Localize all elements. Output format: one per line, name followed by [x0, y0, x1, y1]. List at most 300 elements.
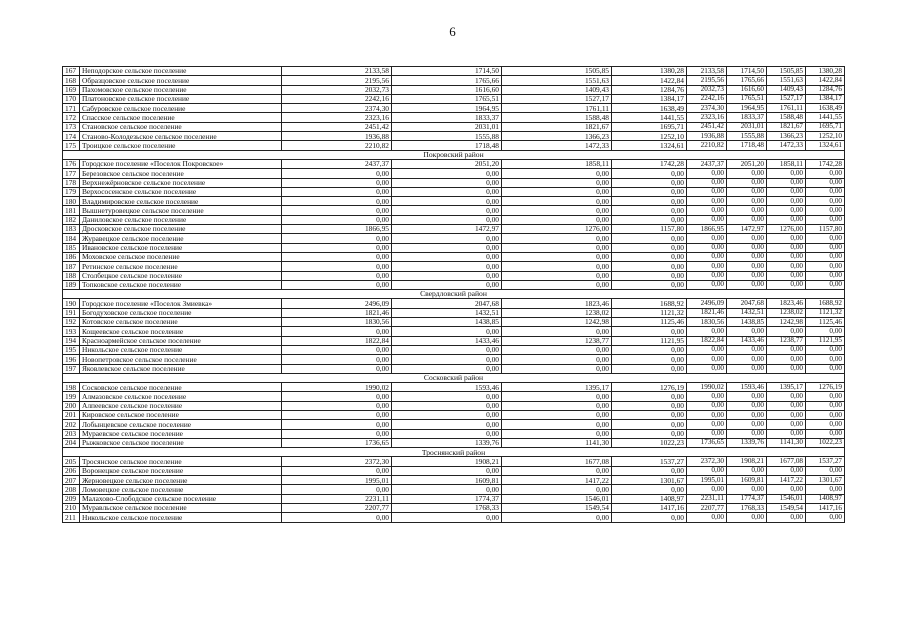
- row-number: 211: [63, 513, 80, 522]
- value-col-5: 0,00: [687, 234, 727, 243]
- value-col-4: 1408,97: [612, 494, 687, 503]
- value-col-8: 1408,97: [806, 494, 845, 503]
- value-col-8: 0,00: [806, 420, 845, 429]
- value-col-2: 0,00: [392, 327, 502, 336]
- row-number: 200: [63, 401, 80, 410]
- value-col-2: 2047,68: [392, 299, 502, 308]
- value-col-3: 1238,02: [502, 308, 612, 317]
- value-col-8: 1324,61: [806, 141, 845, 150]
- settlement-name: Богодуховское сельское поселение: [80, 308, 282, 317]
- value-col-8: 1125,46: [806, 318, 845, 327]
- value-col-2: 0,00: [392, 401, 502, 410]
- table-row: [63, 503, 845, 512]
- value-col-7: 0,00: [767, 345, 806, 354]
- value-col-7: 1549,54: [767, 503, 806, 512]
- value-col-5: 0,00: [687, 262, 727, 271]
- row-number: 196: [63, 355, 80, 364]
- value-col-4: 1276,19: [612, 383, 687, 392]
- row-number: 168: [63, 76, 80, 85]
- value-col-6: 0,00: [727, 485, 767, 494]
- value-col-1: 2210,82: [282, 141, 392, 150]
- value-col-3: 0,00: [502, 401, 612, 410]
- value-col-8: 0,00: [806, 466, 845, 475]
- value-col-3: 1409,43: [502, 85, 612, 94]
- value-col-7: 1395,17: [767, 383, 806, 392]
- value-col-1: 1995,01: [282, 476, 392, 485]
- table-row: [63, 355, 845, 364]
- value-col-5: 2242,16: [687, 94, 727, 103]
- value-col-6: 0,00: [727, 429, 767, 438]
- settlement-name: Дросковское сельское поселение: [80, 225, 282, 234]
- value-col-5: 2437,37: [687, 159, 727, 168]
- value-col-4: 0,00: [612, 485, 687, 494]
- value-col-6: 0,00: [727, 466, 767, 475]
- value-col-6: 0,00: [727, 392, 767, 401]
- value-col-6: 0,00: [727, 243, 767, 252]
- row-number: 210: [63, 503, 80, 512]
- value-col-2: 1833,37: [392, 113, 502, 122]
- value-col-4: 1638,49: [612, 104, 687, 113]
- row-number: 181: [63, 206, 80, 215]
- row-number: 195: [63, 345, 80, 354]
- value-col-2: 0,00: [392, 513, 502, 522]
- settlement-name: Спасское сельское поселение: [80, 113, 282, 122]
- value-col-8: 0,00: [806, 271, 845, 280]
- value-col-8: 0,00: [806, 197, 845, 206]
- value-col-8: 1284,76: [806, 85, 845, 94]
- value-col-2: 0,00: [392, 280, 502, 289]
- value-col-3: 1551,63: [502, 76, 612, 85]
- value-col-1: 2207,77: [282, 503, 392, 512]
- value-col-1: 2372,30: [282, 457, 392, 466]
- settlement-name: Красноармейское сельское поселение: [80, 336, 282, 345]
- row-number: 183: [63, 225, 80, 234]
- value-col-6: 1432,51: [727, 308, 767, 317]
- value-col-7: 1141,30: [767, 438, 806, 447]
- settlement-name: Журавецкое сельское поселение: [80, 234, 282, 243]
- settlement-name: Столбецкое сельское поселение: [80, 271, 282, 280]
- value-col-6: 0,00: [727, 169, 767, 178]
- value-col-6: 0,00: [727, 252, 767, 261]
- value-col-1: 2195,56: [282, 76, 392, 85]
- district-header-row: [63, 290, 845, 299]
- row-number: 176: [63, 159, 80, 168]
- value-col-2: 1964,95: [392, 104, 502, 113]
- value-col-6: 1908,21: [727, 457, 767, 466]
- table-row: [63, 67, 845, 76]
- value-col-2: 1718,48: [392, 141, 502, 150]
- value-col-4: 1022,23: [612, 438, 687, 447]
- value-col-2: 1555,88: [392, 132, 502, 141]
- row-number: 192: [63, 318, 80, 327]
- settlement-name: Топковское сельское поселение: [80, 280, 282, 289]
- value-col-7: 1821,67: [767, 122, 806, 131]
- settlement-name: Троицкое сельское поселение: [80, 141, 282, 150]
- table-row: [63, 392, 845, 401]
- value-col-7: 1238,77: [767, 336, 806, 345]
- value-col-1: 2496,09: [282, 299, 392, 308]
- value-col-2: 1774,37: [392, 494, 502, 503]
- value-col-2: 1438,85: [392, 318, 502, 327]
- row-number: 171: [63, 104, 80, 113]
- row-number: 184: [63, 234, 80, 243]
- value-col-7: 1761,11: [767, 104, 806, 113]
- value-col-3: 1549,54: [502, 503, 612, 512]
- value-col-2: 2031,01: [392, 122, 502, 131]
- value-col-6: 0,00: [727, 187, 767, 196]
- value-col-1: 0,00: [282, 345, 392, 354]
- value-col-4: 0,00: [612, 345, 687, 354]
- value-col-3: 1505,85: [502, 67, 612, 76]
- row-number: 203: [63, 429, 80, 438]
- value-col-1: 1866,95: [282, 225, 392, 234]
- value-col-6: 0,00: [727, 215, 767, 224]
- value-col-8: 1742,28: [806, 159, 845, 168]
- value-col-5: 2207,77: [687, 503, 727, 512]
- row-number: 194: [63, 336, 80, 345]
- value-col-7: 0,00: [767, 466, 806, 475]
- value-col-4: 1384,17: [612, 94, 687, 103]
- value-col-5: 2133,58: [687, 67, 727, 76]
- settlement-name: Вышнетуровецкое сельское поселение: [80, 206, 282, 215]
- district-header-row: [63, 448, 845, 457]
- settlement-name: Ломовецкое сельское поселение: [80, 485, 282, 494]
- value-col-5: 0,00: [687, 206, 727, 215]
- value-col-4: 1441,55: [612, 113, 687, 122]
- value-col-1: 0,00: [282, 252, 392, 261]
- value-col-1: 0,00: [282, 410, 392, 419]
- value-col-7: 1238,02: [767, 308, 806, 317]
- table-row: [63, 178, 845, 187]
- table-row: [63, 336, 845, 345]
- value-col-2: 1714,50: [392, 67, 502, 76]
- value-col-6: 1438,85: [727, 318, 767, 327]
- value-col-8: 0,00: [806, 262, 845, 271]
- value-col-1: 2323,16: [282, 113, 392, 122]
- settlement-name: Моховское сельское поселение: [80, 252, 282, 261]
- value-col-2: 0,00: [392, 271, 502, 280]
- value-col-2: 0,00: [392, 466, 502, 475]
- value-col-4: 0,00: [612, 243, 687, 252]
- row-number: 189: [63, 280, 80, 289]
- value-col-5: 2323,16: [687, 113, 727, 122]
- value-col-6: 1339,76: [727, 438, 767, 447]
- value-col-1: 0,00: [282, 280, 392, 289]
- value-col-8: 1417,16: [806, 503, 845, 512]
- value-col-8: 1121,32: [806, 308, 845, 317]
- value-col-8: 0,00: [806, 252, 845, 261]
- value-col-6: 0,00: [727, 327, 767, 336]
- value-col-4: 1417,16: [612, 503, 687, 512]
- row-number: 186: [63, 252, 80, 261]
- value-col-1: 0,00: [282, 392, 392, 401]
- row-number: 188: [63, 271, 80, 280]
- value-col-4: 1742,28: [612, 159, 687, 168]
- value-col-4: 0,00: [612, 327, 687, 336]
- value-col-2: 1472,97: [392, 225, 502, 234]
- settlement-name: Образцовское сельское поселение: [80, 76, 282, 85]
- value-col-5: 1821,46: [687, 308, 727, 317]
- value-col-3: 0,00: [502, 215, 612, 224]
- settlement-name: Новопетровское сельское поселение: [80, 355, 282, 364]
- value-col-2: 0,00: [392, 187, 502, 196]
- value-col-6: 1555,88: [727, 132, 767, 141]
- settlement-name: Малахово-Слободское сельское поселение: [80, 494, 282, 503]
- table-row: [63, 197, 845, 206]
- value-col-4: 0,00: [612, 271, 687, 280]
- table-row: [63, 308, 845, 317]
- value-col-7: 0,00: [767, 252, 806, 261]
- value-col-2: 0,00: [392, 206, 502, 215]
- district-name: Троснянский район: [63, 448, 845, 457]
- value-col-6: 1593,46: [727, 383, 767, 392]
- value-col-1: 2451,42: [282, 122, 392, 131]
- settlement-name: Алпеевское сельское поселение: [80, 401, 282, 410]
- value-col-7: 0,00: [767, 280, 806, 289]
- value-col-6: 1616,60: [727, 85, 767, 94]
- value-col-4: 0,00: [612, 401, 687, 410]
- value-col-7: 0,00: [767, 197, 806, 206]
- settlement-name: Кощеевское сельское поселение: [80, 327, 282, 336]
- value-col-6: 1833,37: [727, 113, 767, 122]
- value-col-3: 0,00: [502, 169, 612, 178]
- row-number: 174: [63, 132, 80, 141]
- page-number: 6: [449, 24, 456, 39]
- district-name: Покровский район: [63, 150, 845, 159]
- value-col-2: 0,00: [392, 429, 502, 438]
- value-col-8: 1441,55: [806, 113, 845, 122]
- value-col-6: 1768,33: [727, 503, 767, 512]
- settlement-name: Муравльское сельское поселение: [80, 503, 282, 512]
- value-col-8: 0,00: [806, 280, 845, 289]
- table-row: [63, 457, 845, 466]
- value-col-4: 0,00: [612, 169, 687, 178]
- value-col-6: 1714,50: [727, 67, 767, 76]
- value-col-4: 1324,61: [612, 141, 687, 150]
- value-col-5: 1936,88: [687, 132, 727, 141]
- table-row: [63, 225, 845, 234]
- value-col-6: 0,00: [727, 410, 767, 419]
- row-number: 182: [63, 215, 80, 224]
- value-col-1: 2437,37: [282, 159, 392, 168]
- value-col-5: 2210,82: [687, 141, 727, 150]
- value-col-1: 1736,65: [282, 438, 392, 447]
- row-number: 198: [63, 383, 80, 392]
- table-row: [63, 85, 845, 94]
- value-col-5: 0,00: [687, 466, 727, 475]
- settlement-name: Рыжковское сельское поселение: [80, 438, 282, 447]
- value-col-2: 0,00: [392, 420, 502, 429]
- district-name: Сосковский район: [63, 373, 845, 382]
- value-col-7: 0,00: [767, 215, 806, 224]
- table-row: [63, 243, 845, 252]
- value-col-6: 0,00: [727, 234, 767, 243]
- value-col-5: 1822,84: [687, 336, 727, 345]
- table-row: [63, 262, 845, 271]
- value-col-6: 1472,97: [727, 225, 767, 234]
- value-col-3: 0,00: [502, 262, 612, 271]
- value-col-2: 1593,46: [392, 383, 502, 392]
- table-row: [63, 252, 845, 261]
- settlement-name: Ретинское сельское поселение: [80, 262, 282, 271]
- table-row: [63, 215, 845, 224]
- value-col-2: 2051,20: [392, 159, 502, 168]
- value-col-7: 0,00: [767, 410, 806, 419]
- value-col-8: 1537,27: [806, 457, 845, 466]
- value-col-1: 2032,73: [282, 85, 392, 94]
- value-col-4: 1301,67: [612, 476, 687, 485]
- value-col-7: 1242,98: [767, 318, 806, 327]
- value-col-4: 1157,80: [612, 225, 687, 234]
- value-col-8: 0,00: [806, 392, 845, 401]
- value-col-7: 1366,23: [767, 132, 806, 141]
- value-col-1: 1990,02: [282, 383, 392, 392]
- row-number: 180: [63, 197, 80, 206]
- value-col-8: 0,00: [806, 327, 845, 336]
- value-col-3: 0,00: [502, 187, 612, 196]
- value-col-7: 0,00: [767, 327, 806, 336]
- value-col-3: 1761,11: [502, 104, 612, 113]
- row-number: 175: [63, 141, 80, 150]
- settlement-name: Кировское сельское поселение: [80, 410, 282, 419]
- value-col-1: 2231,11: [282, 494, 392, 503]
- value-col-7: 0,00: [767, 187, 806, 196]
- row-number: 202: [63, 420, 80, 429]
- value-col-6: 0,00: [727, 401, 767, 410]
- value-col-4: 1537,27: [612, 457, 687, 466]
- value-col-3: 1823,46: [502, 299, 612, 308]
- value-col-6: 0,00: [727, 197, 767, 206]
- value-col-1: 1830,56: [282, 318, 392, 327]
- value-col-7: 0,00: [767, 401, 806, 410]
- value-col-1: 0,00: [282, 485, 392, 494]
- table-row: [63, 206, 845, 215]
- table-row: [63, 94, 845, 103]
- value-col-4: 0,00: [612, 420, 687, 429]
- value-col-6: 0,00: [727, 513, 767, 522]
- value-col-3: 1527,17: [502, 94, 612, 103]
- value-col-5: 0,00: [687, 169, 727, 178]
- value-col-3: 0,00: [502, 429, 612, 438]
- value-col-4: 1284,76: [612, 85, 687, 94]
- value-col-1: 0,00: [282, 178, 392, 187]
- value-col-3: 0,00: [502, 364, 612, 373]
- value-col-2: 0,00: [392, 178, 502, 187]
- value-col-8: 1301,67: [806, 476, 845, 485]
- row-number: 177: [63, 169, 80, 178]
- value-col-6: 1609,81: [727, 476, 767, 485]
- table-row: [63, 169, 845, 178]
- settlement-name: Становское сельское поселение: [80, 122, 282, 131]
- value-col-6: 0,00: [727, 206, 767, 215]
- value-col-4: 0,00: [612, 262, 687, 271]
- value-col-6: 2031,01: [727, 122, 767, 131]
- settlement-name: Тросянское сельское поселение: [80, 457, 282, 466]
- settlement-name: Алмазовское сельское поселение: [80, 392, 282, 401]
- value-col-3: 0,00: [502, 410, 612, 419]
- value-col-8: 1638,49: [806, 104, 845, 113]
- table-row: [63, 327, 845, 336]
- value-col-8: 1276,19: [806, 383, 845, 392]
- value-col-2: 1908,21: [392, 457, 502, 466]
- table-row: [63, 113, 845, 122]
- value-col-6: 0,00: [727, 262, 767, 271]
- value-col-7: 0,00: [767, 206, 806, 215]
- value-col-8: 0,00: [806, 178, 845, 187]
- row-number: 199: [63, 392, 80, 401]
- value-col-6: 0,00: [727, 364, 767, 373]
- value-col-3: 1417,22: [502, 476, 612, 485]
- value-col-7: 0,00: [767, 355, 806, 364]
- value-col-1: 0,00: [282, 420, 392, 429]
- settlement-name: Городское поселение «Поселок Змиевка»: [80, 299, 282, 308]
- value-col-7: 0,00: [767, 513, 806, 522]
- value-col-5: 0,00: [687, 420, 727, 429]
- value-col-5: 2372,30: [687, 457, 727, 466]
- table-row: [63, 141, 845, 150]
- value-col-5: 1736,65: [687, 438, 727, 447]
- value-col-5: 0,00: [687, 280, 727, 289]
- table-row: [63, 132, 845, 141]
- value-col-2: 0,00: [392, 197, 502, 206]
- value-col-6: 0,00: [727, 178, 767, 187]
- value-col-1: 0,00: [282, 215, 392, 224]
- value-col-3: 1821,67: [502, 122, 612, 131]
- value-col-2: 1616,60: [392, 85, 502, 94]
- value-col-4: 0,00: [612, 215, 687, 224]
- value-col-3: 1366,23: [502, 132, 612, 141]
- value-col-8: 1157,80: [806, 225, 845, 234]
- row-number: 179: [63, 187, 80, 196]
- value-col-5: 1995,01: [687, 476, 727, 485]
- value-col-3: 0,00: [502, 243, 612, 252]
- value-col-3: 0,00: [502, 485, 612, 494]
- value-col-2: 0,00: [392, 410, 502, 419]
- value-col-4: 0,00: [612, 234, 687, 243]
- value-col-2: 0,00: [392, 485, 502, 494]
- value-col-8: 0,00: [806, 187, 845, 196]
- value-col-3: 1588,48: [502, 113, 612, 122]
- value-col-3: 1276,00: [502, 225, 612, 234]
- value-col-8: 1384,17: [806, 94, 845, 103]
- value-col-3: 0,00: [502, 234, 612, 243]
- table-row: [63, 122, 845, 131]
- value-col-7: 1823,46: [767, 299, 806, 308]
- settlement-name: Верхососенское сельское поселение: [80, 187, 282, 196]
- value-col-4: 1380,28: [612, 67, 687, 76]
- value-col-3: 1395,17: [502, 383, 612, 392]
- value-col-6: 1718,48: [727, 141, 767, 150]
- value-col-7: 0,00: [767, 262, 806, 271]
- row-number: 208: [63, 485, 80, 494]
- value-col-2: 1609,81: [392, 476, 502, 485]
- row-number: 172: [63, 113, 80, 122]
- value-col-4: 0,00: [612, 280, 687, 289]
- value-col-6: 0,00: [727, 280, 767, 289]
- value-col-6: 1765,66: [727, 76, 767, 85]
- value-col-8: 0,00: [806, 364, 845, 373]
- settlement-name: Сосковское сельское поселение: [80, 383, 282, 392]
- value-col-1: 0,00: [282, 262, 392, 271]
- settlement-name: Владимировское сельское поселение: [80, 197, 282, 206]
- settlements-table: [62, 66, 845, 523]
- value-col-7: 0,00: [767, 178, 806, 187]
- value-col-4: 1688,92: [612, 299, 687, 308]
- value-col-4: 0,00: [612, 178, 687, 187]
- table-row: [63, 438, 845, 447]
- value-col-5: 0,00: [687, 355, 727, 364]
- value-col-5: 2195,56: [687, 76, 727, 85]
